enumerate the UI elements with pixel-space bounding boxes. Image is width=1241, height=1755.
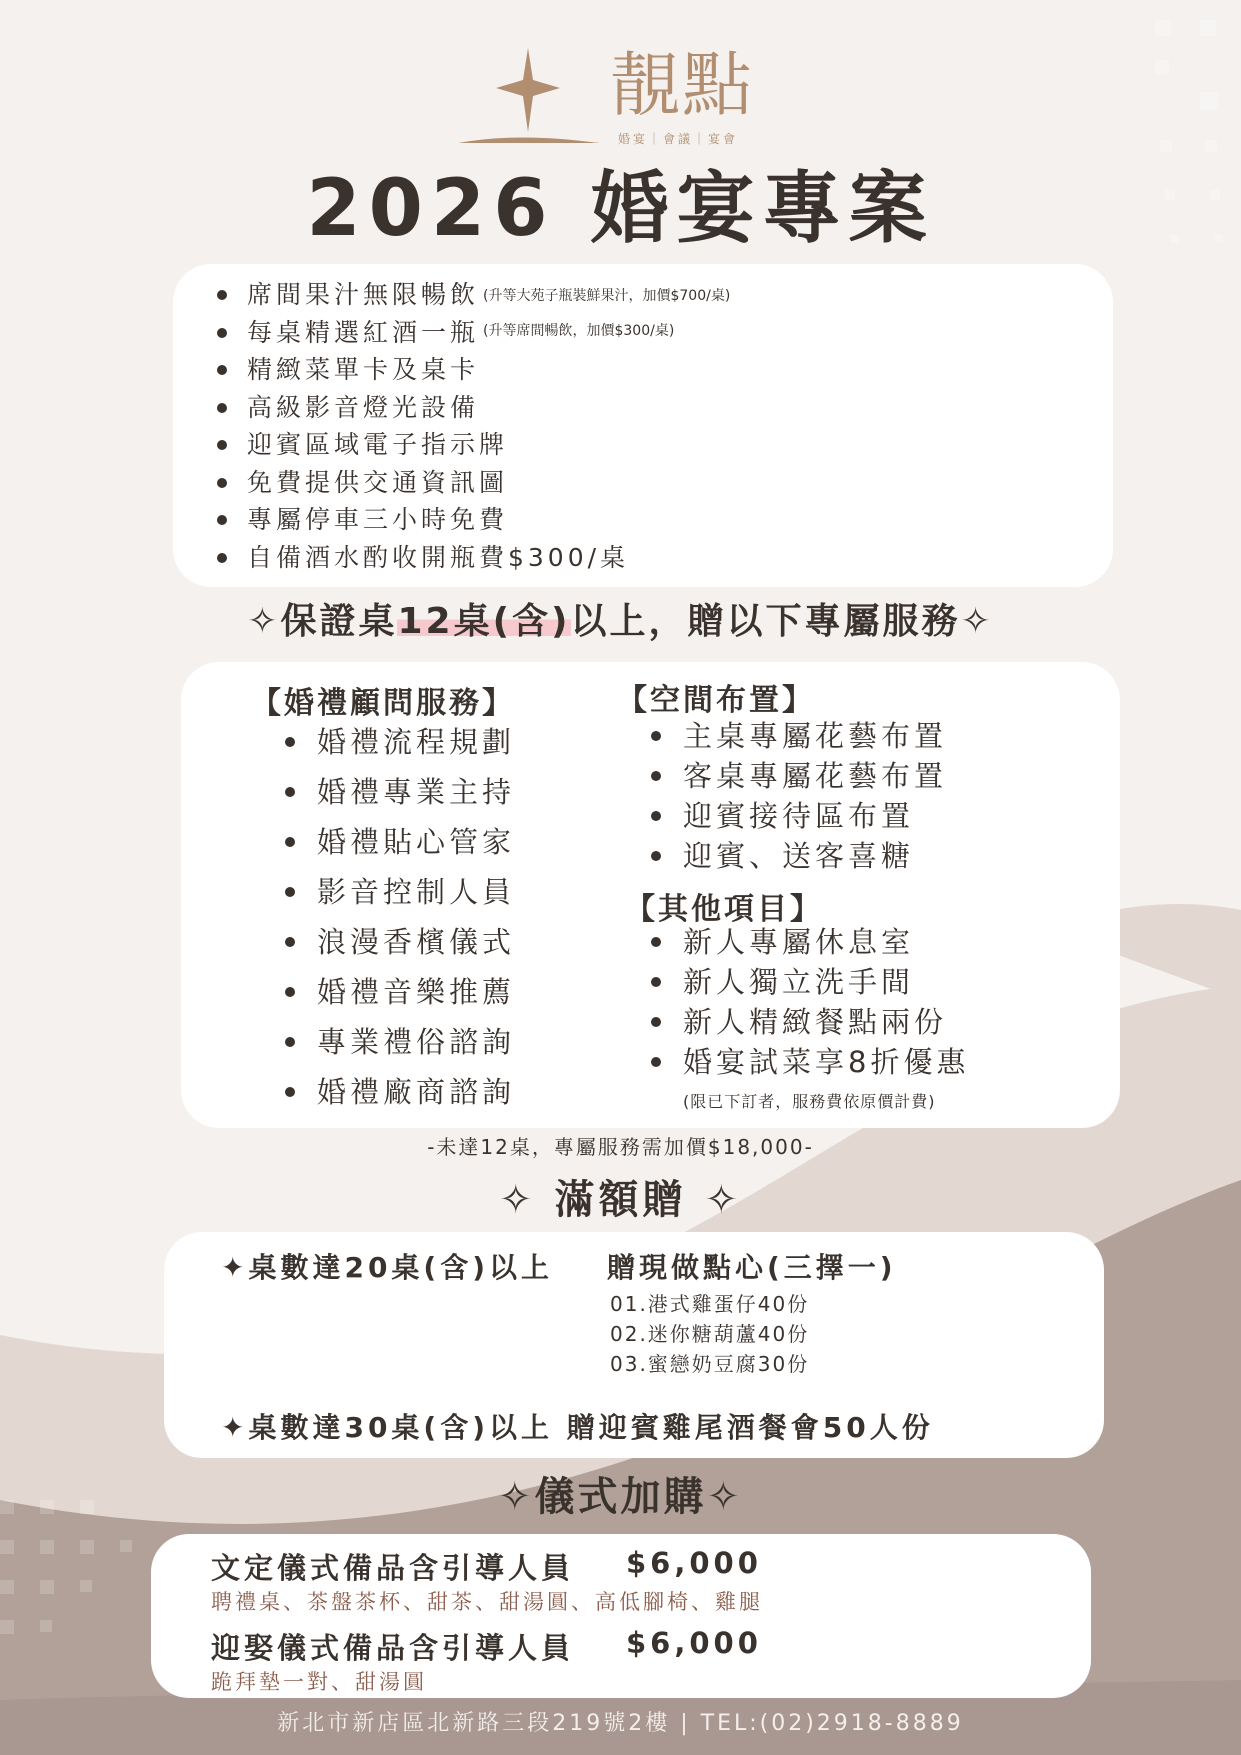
list-item: 迎賓區域電子指示牌 <box>247 426 1087 464</box>
decor-list <box>683 716 947 876</box>
guarantee-heading: ✧保證桌12桌(含)以上，贈以下專屬服務✧ <box>247 601 994 642</box>
list-item: 專業禮俗諮詢 <box>317 1017 515 1067</box>
consultant-heading: 【婚禮顧問服務】 <box>251 686 515 721</box>
list-item: 迎賓接待區布置 <box>683 796 947 836</box>
ritual-item-price: $6,000 <box>626 1626 762 1660</box>
footer-address: 新北市新店區北新路三段219號2樓 | TEL:(02)2918-8889 <box>277 1711 964 1736</box>
list-item: 婚禮廠商諮詢 <box>317 1067 515 1117</box>
ritual-item-desc: 跪拜墊一對、甜湯圓 <box>211 1670 427 1694</box>
page-title: 2026 婚宴專案 <box>306 164 935 254</box>
list-item: 浪漫香檳儀式 <box>317 917 515 967</box>
list-item: 影音控制人員 <box>317 867 515 917</box>
list-item: 婚宴試菜享8折優惠 <box>683 1042 969 1082</box>
list-item: 自備酒水酌收開瓶費$300/桌 <box>247 539 1087 577</box>
list-item: 新人專屬休息室 <box>683 922 969 962</box>
full-gift-heading: ✧ 滿額贈 ✧ <box>499 1177 742 1223</box>
full-gift-card <box>164 1232 1104 1458</box>
list-item: 每桌精選紅酒一瓶 $^{(升等席間暢飲,加價\$300/桌)}$ <box>247 314 1087 352</box>
ritual-item-name: 文定儀式備品含引導人員 <box>211 1551 575 1585</box>
exclusive-services-card <box>181 662 1120 1128</box>
gift-option: 01.港式雞蛋仔40份 <box>610 1292 810 1316</box>
ritual-item-price: $6,000 <box>626 1546 762 1580</box>
sparkle-icon: ✧ <box>704 1177 742 1223</box>
sparkle-icon: ✧ <box>247 601 281 642</box>
gift-option: 03.蜜戀奶豆腐30份 <box>610 1352 810 1376</box>
ritual-item-name: 迎娶儀式備品含引導人員 <box>211 1631 575 1665</box>
list-item: 高級影音燈光設備 <box>247 389 1087 427</box>
list-item: 席間果汁無限暢飲 (升等大苑子瓶裝鮮果汁，加價$700/桌) <box>247 276 1087 314</box>
list-item: 婚禮流程規劃 <box>317 717 515 767</box>
decor-heading: 【空間布置】 <box>617 683 815 718</box>
consultant-list <box>317 717 515 1117</box>
brand-name: 靚點 <box>610 44 754 126</box>
list-item: 客桌專屬花藝布置 <box>683 756 947 796</box>
ritual-item-desc: 聘禮桌、茶盤茶杯、甜茶、甜湯圓、高低腳椅、雞腿 <box>211 1590 763 1614</box>
logo-base-icon <box>458 132 598 146</box>
brand-tagline: 婚宴｜會議｜宴會 <box>618 132 739 146</box>
ritual-card <box>151 1534 1091 1698</box>
tasting-note: (限已下訂者，服務費依原價計費) <box>683 1092 936 1111</box>
list-item: 迎賓、送客喜糖 <box>683 836 947 876</box>
tier1-gift: 贈現做點心(三擇一) <box>607 1251 897 1284</box>
ritual-heading: ✧儀式加購✧ <box>497 1474 744 1520</box>
list-item: 精緻菜單卡及桌卡 <box>247 351 1087 389</box>
list-item: 新人獨立洗手間 <box>683 962 969 1002</box>
base-services-list <box>247 276 1087 576</box>
list-item: 免費提供交通資訊圖 <box>247 464 1087 502</box>
tier1-condition: ✦桌數達20桌(含)以上 <box>221 1251 554 1284</box>
list-item: 婚禮音樂推薦 <box>317 967 515 1017</box>
surcharge-note: -未達12桌，專屬服務需加價$18,000- <box>427 1135 814 1159</box>
sparkle-icon: ✧ <box>960 601 994 642</box>
gift-option: 02.迷你糖葫蘆40份 <box>610 1322 810 1346</box>
list-item: 專屬停車三小時免費 <box>247 501 1087 539</box>
sparkle-icon: ✧ <box>497 1474 535 1520</box>
sparkle-icon: ✧ <box>706 1474 744 1520</box>
base-services-card <box>173 264 1113 587</box>
list-item: 婚禮貼心管家 <box>317 817 515 867</box>
other-list <box>683 922 969 1082</box>
list-item: 婚禮專業主持 <box>317 767 515 817</box>
other-heading: 【其他項目】 <box>625 892 823 927</box>
list-item: 新人精緻餐點兩份 <box>683 1002 969 1042</box>
tier2-gift: ✦桌數達30桌(含)以上 贈迎賓雞尾酒餐會50人份 <box>221 1411 934 1444</box>
list-item: 主桌專屬花藝布置 <box>683 716 947 756</box>
sparkle-icon: ✧ <box>499 1177 537 1223</box>
